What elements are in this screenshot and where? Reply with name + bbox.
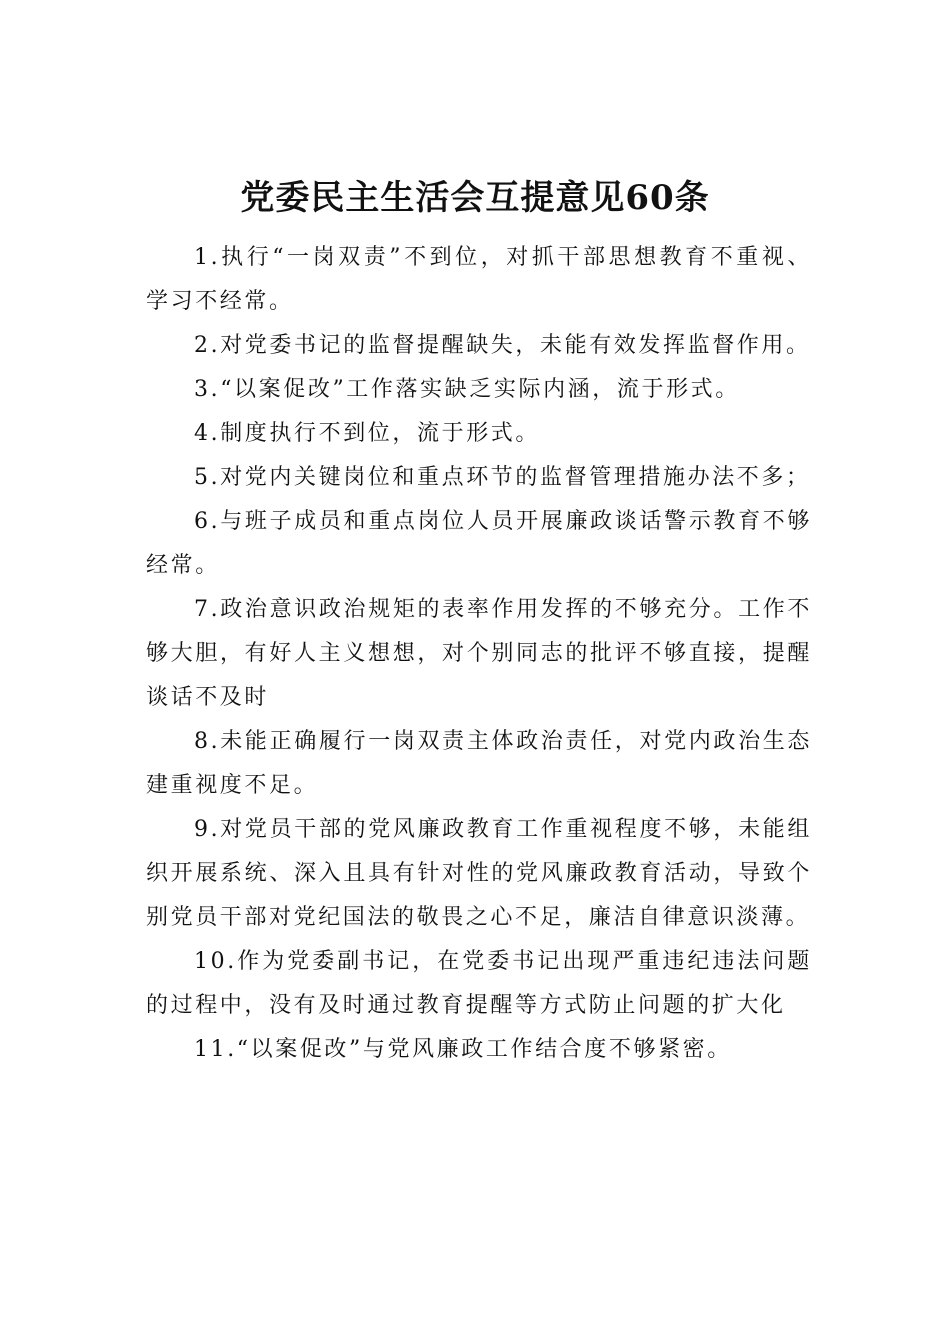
- opinion-item-8: 8.未能正确履行一岗双责主体政治责任，对党内政治生态建重视度不足。: [146, 729, 812, 798]
- opinion-item-10: 10.作为党委副书记，在党委书记出现严重违纪违法问题的过程中，没有及时通过教育提醒等方式防止问题的扩大化: [146, 949, 812, 1018]
- document-title: 党委民主生活会互提意见60条: [240, 178, 710, 218]
- opinion-item-5: 5.对党内关键岗位和重点环节的监督管理措施办法不多；: [194, 465, 811, 490]
- opinion-item-3: 3.“以案促改”工作落实缺乏实际内涵，流于形式。: [194, 377, 740, 402]
- opinion-item-9: 9.对党员干部的党风廉政教育工作重视程度不够，未能组织开展系统、深入且具有针对性的党风廉政教育活动，导致个别党员干部对党纪国法的敬畏之心不足，廉洁自律意识淡薄。: [146, 817, 812, 930]
- opinion-item-11: 11.“以案促改”与党风廉政工作结合度不够紧密。: [194, 1037, 732, 1062]
- opinion-item-1: 1.执行“一岗双责”不到位，对抓干部思想教育不重视、学习不经常。: [146, 245, 812, 314]
- opinion-item-7: 7.政治意识政治规矩的表率作用发挥的不够充分。工作不够大胆，有好人主义想想，对个别同志的批评不够直接，提醒谈话不及时: [146, 597, 812, 710]
- opinion-item-4: 4.制度执行不到位，流于形式。: [194, 421, 540, 446]
- opinion-item-6: 6.与班子成员和重点岗位人员开展廉政谈话警示教育不够经常。: [146, 509, 812, 578]
- opinion-list: [146, 236, 812, 1072]
- opinion-item-2: 2.对党委书记的监督提醒缺失，未能有效发挥监督作用。: [194, 333, 811, 358]
